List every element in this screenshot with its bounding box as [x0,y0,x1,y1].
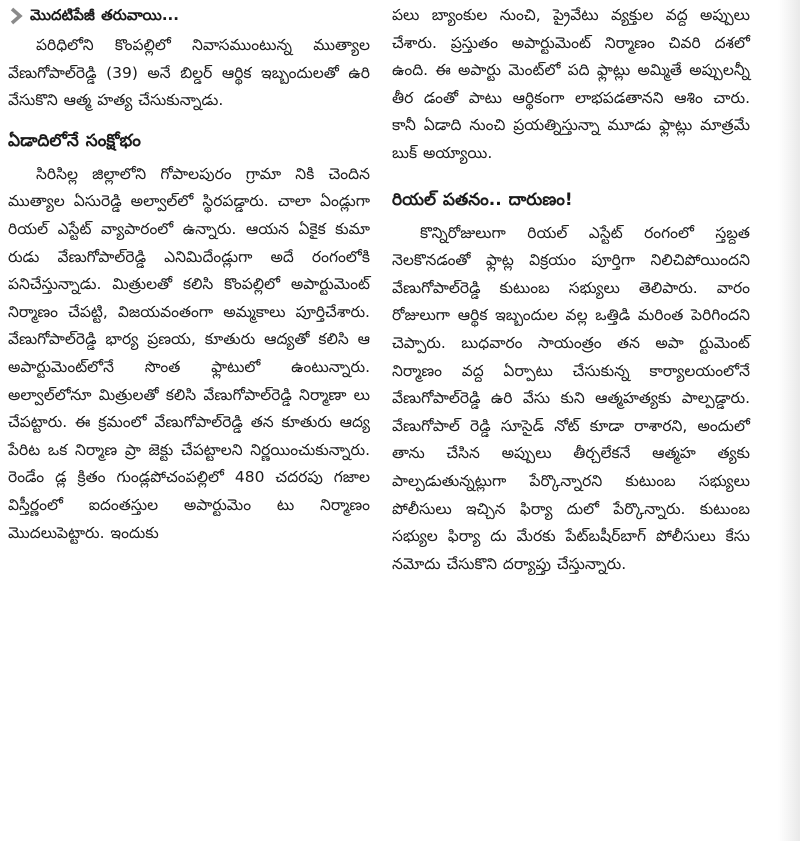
body-paragraph-right: కొన్నిరోజులుగా రియల్ ఎస్టేట్ రంగంలో స్తబ్దత నెలకొనడంతో ఫ్లాట్ల విక్రయం పూర్తిగా నిలిచిపోయిందని వేణుగోపాల్‌రెడ్డి కుటుంబ సభ్యులు తెలిపారు. వారం రోజులుగా ఆర్థిక ఇబ్బందుల వల్ల ఒత్తిడి మరింత పెరిగిందని చెప్పారు. బుధవారం సాయంత్రం తన అపా ర్టుమెంట్ నిర్మాణం వద్ద ఏర్పాటు చేసుకున్న కార్యాలయంలోనే వేణుగోపాల్‌రెడ్డి ఉరి వేసు కుని ఆత్మహత్యకు పాల్పడ్డారు. వేణుగోపాల్ రెడ్డి సూసైడ్ నోట్ కూడా రాశారని, అందులో తాను చేసిన అప్పులు తీర్చలేకనే ఆత్మహ త్యకు పాల్పడుతున్నట్లుగా పేర్కొన్నారని కుటుంబ సభ్యులు పోలీసులు ఇచ్చిన ఫిర్యా దులో పేర్కొన్నారు. కుటుంబ సభ్యుల ఫిర్యా దు మేరకు పేట్‌బషీర్‌బాగ్ పోలీసులు కేసు నమోదు చేసుకొని దర్యాప్తు చేస్తున్నారు. [392,223,750,573]
body-paragraph-right-top: పలు బ్యాంకుల నుంచి, ప్రైవేటు వ్యక్తుల వద్ద అప్పులు చేశారు. ప్రస్తుతం అపార్టుమెంట్ నిర్మాణం చివరి దశలో ఉంది. ఈ అపార్టు మెంట్‌లో పది ఫ్లాట్లు అమ్మితే అప్పులన్నీ తీర డంతో పాటు ఆర్థికంగా లాభపడతానని ఆశిం చారు. కానీ ఏడాది నుంచి ప్రయత్నిస్తున్నా మూడు ఫ్లాట్లు మాత్రమే బుక్ అయ్యాయి. [392,6,750,162]
chevron-right-icon [8,6,24,26]
body-paragraph-left: సిరిసిల్ల జిల్లాలోని గోపాలపురం గ్రామా నికి చెందిన ముత్యాల ఏసురెడ్డి అల్వాల్‌లో స్థిరపడ్డారు. చాలా ఏండ్లుగా రియల్ ఎస్టేట్ వ్యాపారంలో ఉన్నారు. ఆయన ఏకైక కుమా రుడు వేణుగోపాల్‌రెడ్డి ఎనిమిదేండ్లుగా అదే రంగంలోకి పనిచేస్తున్నాడు. మిత్రులతో కలిసి కొంపల్లిలో అపార్టుమెంట్ నిర్మాణం చేపట్టి, విజయవంతంగా అమ్మకాలు పూర్తిచేశారు. వేణుగోపాల్‌రెడ్డి భార్య ప్రణయ, కూతురు ఆద్యతో కలిసి ఆ అపార్టుమెంట్‌లోనే సొంత ఫ్లాటులో ఉంటున్నారు. అల్వాల్‌లోనూ మిత్రులతో కలిసి వేణుగోపాల్‌రెడ్డి నిర్మాణా లు చేపట్టారు. ఈ క్రమంలో వేణుగోపాల్‌రెడ్డి తన కూతురు ఆద్య పేరిట ఒక నిర్మాణ ప్రా జెక్టు చేపట్టాలని నిర్ణయించుకున్నారు. రెండేం డ్ల క్రితం గుండ్లపోచంపల్లిలో 480 చదరపు గజాల విస్తీర్ణంలో ఐదంతస్తుల అపార్టుమెం టు నిర్మాణం మొదలుపెట్టారు. ఇందుకు [8,164,370,542]
page-edge-shadow [778,0,800,841]
right-column [392,2,750,841]
section-heading-real-estate-fall: రియల్ పతనం.. దారుణం! [392,189,573,210]
section-heading-crisis: ఏడాదిలోనే సంక్షోభం [8,130,141,151]
continuation-label: మొదటిపేజీ తరువాయి... [30,6,179,25]
left-column [8,2,370,841]
continuation-banner [8,2,370,30]
intro-paragraph: పరిధిలోని కొంపల్లిలో నివాసముంటున్న ముత్యాల వేణుగోపాల్‌రెడ్డి (39) అనే బిల్డర్ ఆర్థిక ఇబ్బందులతో ఉరి వేసుకొని ఆత్మ హత్య చేసుకున్నాడు. [8,36,370,110]
